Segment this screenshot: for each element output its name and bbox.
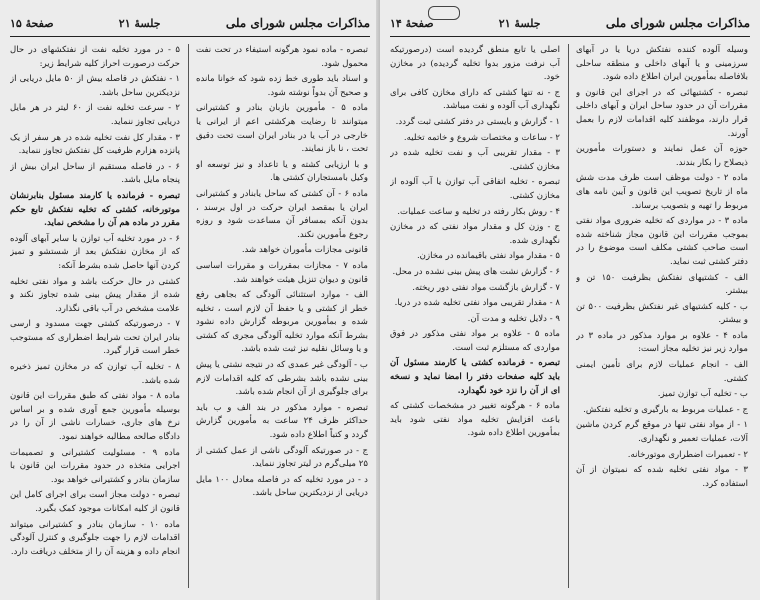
journal-title: مذاکرات مجلس شورای ملی bbox=[605, 16, 750, 30]
paragraph: ماده ۶ - هرگونه تغییر در مشخصات کشتی که باعث افزایش تخلیه مواد نفتی شود باید بمأمورین اطلاع داده شود. bbox=[390, 401, 560, 439]
paragraph: قانونی مجازات مأموران خواهد شد. bbox=[241, 245, 368, 256]
paragraph: ب - تخلیه آب توازن تمیز. bbox=[657, 389, 748, 400]
session-label: جلسهٔ ۲۱ bbox=[118, 16, 161, 30]
paragraph: ۱ - گزارش و بایستی در دفتر کشتی ثبت گردد. bbox=[395, 116, 560, 127]
paragraph: ماده ۶ - آن کشتی که ساحل یابنادر و کشتیرانی ایران یا بمقصد ایران حرکت در اول برسند ، بدون آنکه بمسافر آن مساعدت شود و روزه رجوع مأمورین نکند. bbox=[196, 188, 368, 240]
paragraph: وسیله آلوده کننده نفتکش دریا یا در آبهای سرزمینی و یا آبهای داخلی و منطقه ساحلی بلافاصله بمأمورین ایران اطلاع داده شود. bbox=[576, 45, 748, 83]
paragraph: ج - نه تنها کشتی که دارای مخازن کافی برای نگهداری آب آلوده و نفت میباشد. bbox=[390, 87, 560, 112]
paragraph: ۴ - روش بکار رفته در تخلیه و ساعت عملیات. bbox=[397, 206, 560, 217]
paragraph: ج - عملیات مربوط به بارگیری و تخلیه نفتکش. bbox=[583, 404, 748, 415]
paragraph: الف - موارد استثنائی آلودگی که بجاهی رفع خطر از کشتی و یا حفظ آن لازم است ، تخلیه شده و بمأمورین مربوطه گزارش داده نشود بشرط آنکه موارد تخلیه آلودگی مجری که کشتی و یا وسائل نقلیه نیز ثبت شده باشد. bbox=[196, 290, 368, 355]
paragraph: الف - کشتیهای نفتکش بظرفیت ۱۵۰ تن و بیشتر. bbox=[576, 272, 748, 297]
paragraph: د - در مورد تخلیه که در فاصله معادل ۱۰۰ مایل دریایی از نزدیکترین ساحل باشد. bbox=[196, 474, 368, 499]
paragraph: ماده ۲ - دولت موظف است ظرف مدت شش ماه از تاریخ تصویب این قانون و آیین نامه های مربوط را تهیه و بتصویب برساند. bbox=[576, 173, 748, 211]
paragraph: تبصره - ماده نمود هرگونه استیفاء در تحت نفت محمول شود. bbox=[196, 45, 368, 69]
paragraph: ماده ۴ - علاوه بر موارد مذکور در ماده ۳ در موارد زیر نیز تخلیه مجاز است: bbox=[576, 330, 748, 355]
paragraph: کشتی در حال حرکت باشد و مواد نفتی تخلیه شده از مقدار پیش بینی شده تجاوز نکند و علامت مشخص در آب باقی نگذارد. bbox=[10, 276, 180, 314]
paragraph: ۷ - گزارش بازگشت مواد نفتی دور ریخته. bbox=[412, 282, 560, 293]
paragraph: ماده ۵ - علاوه بر مواد نفتی مذکور در فوق مواردی که مستلزم ثبت است. bbox=[390, 329, 560, 353]
page-header bbox=[10, 12, 370, 34]
paragraph: ۷ - درصورتیکه کشتی جهت مسدود و ارسی بنادر ایران تحت شرایط اضطراری که مستوجب خطر است قرار گیرد. bbox=[10, 319, 180, 357]
paragraph: تبصره - تخلیه اتفاقی آب توازن یا آب آلوده از مخازن کشتی. bbox=[390, 177, 560, 201]
paragraph: ۲ - تعمیرات اضطراری موتورخانه. bbox=[627, 449, 748, 460]
paragraph: ماده ۵ - مأمورین بازبان بنادر و کشتیرانی میتوانند تا رضایت هرکشتی اعم از ایرانی یا خارجی در آب یا در بنادر ایران است تحت دقیق تحت ، نا باز نمایند. bbox=[196, 103, 368, 155]
paragraph: ۶ - در مورد تخلیه آب توازن یا سایر آبهای آلوده که از مخازن نفتکش بعد از شستشو و تمیز کردن آنها حاصل شده بشرط آنکه: bbox=[10, 233, 180, 271]
paragraph: تبصره - دولت مجاز است برای اجرای کامل این قانون از کلیه امکانات موجود کمک بگیرد. bbox=[10, 490, 180, 514]
paragraph: ماده ۳ - در مواردی که تخلیه ضروری مواد نفتی بموجب مقررات این قانون مجاز شناخته شده است صاحب کشتی مکلف است موضوع را در دفتر کشتی ثبت نماید. bbox=[576, 216, 748, 267]
paragraph: ۶ - در فاصله مستقیم از ساحل ایران بیش از پنجاه مایل باشد. bbox=[10, 161, 180, 186]
paragraph: ۱ - نفتکش در فاصله بیش از ۵۰ مایل دریایی از نزدیکترین ساحل باشد. bbox=[10, 74, 180, 98]
column-divider bbox=[188, 44, 189, 588]
paragraph: ج - در صورتیکه آلودگی ناشی از عمل کشتی از ۲۵ میلی‌گرم در لیتر تجاوز ننماید. bbox=[196, 445, 368, 470]
paragraph: ۶ - گزارش نشت های پیش بینی نشده در محل. bbox=[392, 266, 560, 277]
paragraph: و با ارزیابی کشته و یا تاعداد و نیز توسعه او وکیل بامستجاران کشتی ها. bbox=[196, 159, 368, 184]
paragraph: ماده ۸ - مواد نفتی که طبق مقررات این قانون بوسیله مأمورین جمع آوری شده و بر اساس نرخ های جاری، خسارات ناشی از آن را در دادگاه صالحه مطالبه خواهند نمود. bbox=[10, 391, 180, 443]
text-column-left bbox=[10, 44, 180, 590]
paragraph: الف - انجام عملیات لازم برای تأمین ایمنی کشتی. bbox=[576, 360, 748, 384]
right-page bbox=[380, 0, 760, 600]
paragraph: ج - وزن کل و مقدار مواد نفتی که در مخازن نگهداری شده. bbox=[390, 222, 560, 246]
journal-title: مذاکرات مجلس شورای ملی bbox=[225, 16, 370, 30]
paragraph: اصلی یا تابع منطق گردیده است (درصورتیکه آب نرفت مزور بدوا تخلیه گردیده) در مخازن خود. bbox=[390, 45, 560, 83]
paragraph: و اسناد باید طوری خط زده شود که خوانا مانده و صحیح آن بدواً نوشته شود. bbox=[196, 74, 368, 98]
page-header bbox=[390, 12, 750, 34]
paragraph: ماده ۹ - مسئولیت کشتیرانی و تصمیمات اجرایی متخذه در حدود مقررات این قانون با سازمان بنادر و کشتیرانی خواهد بود. bbox=[10, 447, 180, 485]
paragraph: ۲ - ساعات و مختصات شروع و خاتمه تخلیه. bbox=[403, 132, 560, 143]
page-number: صفحهٔ ۱۴ bbox=[390, 16, 434, 30]
column-divider bbox=[568, 44, 569, 588]
paragraph: ۸ - تخلیه آب توازن که در مخازن تمیز ذخیره شده باشد. bbox=[10, 362, 180, 386]
header-rule bbox=[10, 36, 370, 37]
text-column-left bbox=[390, 44, 560, 590]
paragraph: ۵ - در مورد تخلیه نفت از نفتکشهای در حال حرکت درصورت احراز کلیه شرایط زیر: bbox=[10, 45, 180, 69]
header-rule bbox=[390, 36, 750, 37]
paragraph: ۱ - از مواد نفتی تنها در موقع گرم کردن ماشین آلات، عملیات تعمیر و نگهداری. bbox=[576, 420, 748, 445]
paragraph: ۳ - مواد نفتی تخلیه شده که نمیتوان از آن استفاده کرد. bbox=[576, 465, 748, 489]
paragraph: ب - آلودگی غیر عمدی که در نتیجه نشتی یا پیش بینی نشده باشد بشرطی که کلیه اقدامات لازم برای جلوگیری از آن انجام شده باشد. bbox=[196, 360, 368, 398]
session-label: جلسهٔ ۲۱ bbox=[498, 16, 541, 30]
paragraph: ۸ - مقدار تقریبی مواد نفتی تخلیه شده در دریا. bbox=[394, 298, 560, 309]
paragraph: ۵ - مقدار مواد نفتی باقیمانده در مخازن. bbox=[416, 251, 560, 262]
paragraph: ب - کلیه کشتیهای غیر نفتکش بظرفیت ۵۰۰ تن و بیشتر. bbox=[576, 301, 748, 326]
text-column-right bbox=[576, 44, 748, 590]
page-number: صفحهٔ ۱۵ bbox=[10, 16, 54, 30]
paragraph: حوزه آن عمل نمایند و دستورات مأمورین ذیصلاح را بکار بندند. bbox=[576, 144, 748, 168]
paragraph: تبصره - موارد مذکور در بند الف و ب باید حداکثر ظرف ۲۴ ساعت به مأمورین گزارش گردد و کتباً اطلاع داده شود. bbox=[196, 402, 368, 441]
paragraph: ۲ - سرعت تخلیه نفت از ۶۰ لیتر در هر مایل دریایی تجاوز ننماید. bbox=[10, 103, 180, 127]
paragraph: ۳ - مقدار کل نفت تخلیه شده در هر سفر از یک پانزده هزارم ظرفیت کل نفتکش تجاوز ننماید. bbox=[10, 132, 180, 157]
paragraph: ۹ - دلایل تخلیه و مدت آن. bbox=[467, 313, 560, 324]
paragraph: تبصره - فرمانده کشتی یا کارمند مسئول آن باید کلیه صفحات دفتر را امضا نماید و نسخه ای از آن را نزد خود نگهدارد. bbox=[390, 358, 560, 396]
paragraph: تبصره - فرمانده یا کارمند مسئول بنابرنشان موتورخانه، کشتی که تخلیه نفتکش تابع حکم مقرر در ماده هم آن را مشخص نماید. bbox=[10, 190, 180, 229]
paragraph: ماده ۷ - مجازات بمقررات و مقررات اساسی قانون و دیوان تنزیل هیئت خواهند شد. bbox=[196, 260, 368, 285]
paragraph: ۳ - مقدار تقریبی آب و نفت تخلیه شده در مخازن کشتی. bbox=[390, 148, 560, 172]
paragraph: ماده ۱۰ - سازمان بنادر و کشتیرانی میتواند اقدامات لازم را جهت جلوگیری و کنترل آلودگی انجام داده و هزینه آن را از متخلف دریافت دارد. bbox=[10, 519, 180, 557]
text-column-right bbox=[196, 44, 368, 590]
paragraph: تبصره - کشتیهائی که در اجرای این قانون و مقررات آن در حدود ساحل ایران و آبهای داخلی قرار دارند، موظفند کلیه اقدامات لازم را بعمل آورند. bbox=[576, 87, 748, 139]
